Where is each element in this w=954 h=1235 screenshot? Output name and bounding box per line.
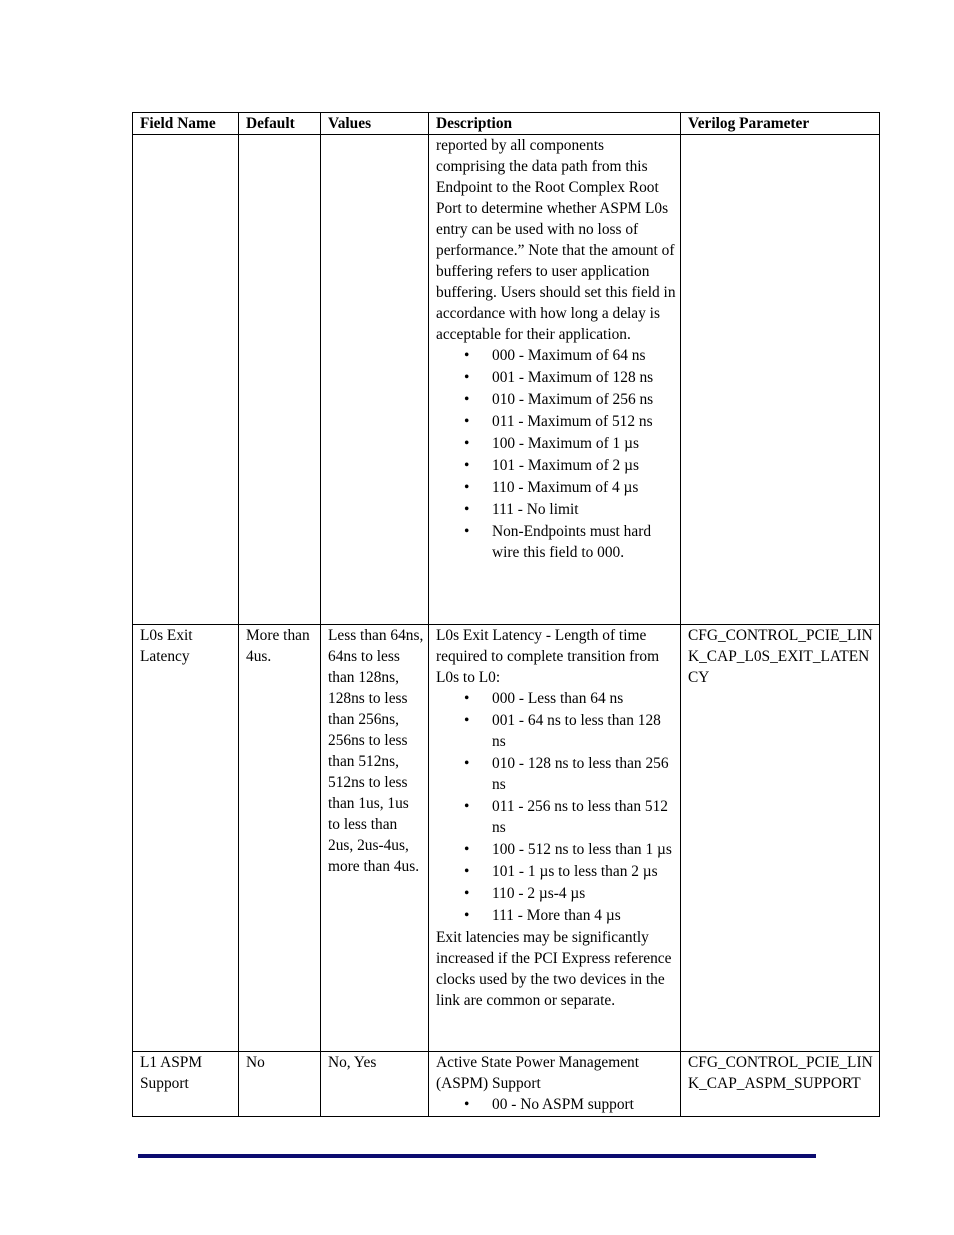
header-verilog-parameter: Verilog Parameter [681,113,880,135]
bullet-icon: • [464,523,470,540]
cell-verilog-parameter: CFG_CONTROL_PCIE_LINK_CAP_ASPM_SUPPORT [681,1052,880,1117]
list-item: • 110 - Maximum of 4 µs [464,479,639,496]
bullet-icon: • [464,907,470,924]
cell-default [239,135,321,625]
table-row [133,625,880,1052]
bullet-icon: • [464,712,470,729]
description-list [436,345,676,563]
bullet-icon: • [464,479,470,496]
cell-values: No, Yes [321,1052,429,1117]
list-item: • 00 - No ASPM support [464,1096,634,1113]
cell-field-name [133,135,239,625]
list-item: • 101 - Maximum of 2 µs [464,457,639,474]
cell-default: No [239,1052,321,1117]
parameter-table [132,112,880,1117]
bullet-icon: • [464,690,470,707]
bullet-icon: • [464,391,470,408]
list-item: • 001 - 64 ns to less than 128 ns [464,712,661,750]
list-item: • 010 - 128 ns to less than 256 ns [464,755,669,793]
cell-verilog-parameter: CFG_CONTROL_PCIE_LINK_CAP_L0S_EXIT_LATENCY [681,625,880,1052]
list-item: • 001 - Maximum of 128 ns [464,369,654,386]
cell-values [321,135,429,625]
footer-rule [138,1154,816,1158]
list-item: • 100 - Maximum of 1 µs [464,435,639,452]
list-item: • 000 - Less than 64 ns [464,690,624,707]
header-default: Default [239,113,321,135]
description-list [436,1094,676,1115]
list-item: • 101 - 1 µs to less than 2 µs [464,863,658,880]
cell-values: Less than 64ns, 64ns to less than 128ns, 128ns to less than 256ns, 256ns to less than 512ns, 512ns to less than 1us, 1us to less than 2us, 2us-4us, more than 4us. [321,625,429,1052]
bullet-icon: • [464,1096,470,1113]
list-item: • 111 - No limit [464,501,579,518]
list-item: • Non-Endpoints must hard wire this field to 000. [464,523,652,561]
list-item: • 011 - Maximum of 512 ns [464,413,653,430]
description-list [436,688,676,926]
bullet-icon: • [464,755,470,772]
bullet-icon: • [464,369,470,386]
cell-default: More than 4us. [239,625,321,1052]
bullet-icon: • [464,863,470,880]
header-values: Values [321,113,429,135]
table-header-row [133,113,880,135]
bullet-icon: • [464,501,470,518]
bullet-icon: • [464,885,470,902]
header-description: Description [429,113,681,135]
bullet-icon: • [464,457,470,474]
table-row [133,135,880,625]
list-item: • 111 - More than 4 µs [464,907,621,924]
bullet-icon: • [464,435,470,452]
bullet-icon: • [464,841,470,858]
list-item: • 000 - Maximum of 64 ns [464,347,646,364]
bullet-icon: • [464,347,470,364]
table-row [133,1052,880,1117]
bullet-icon: • [464,798,470,815]
bullet-icon: • [464,413,470,430]
description-intro: L0s Exit Latency - Length of time required to complete transition from L0s to L0: [436,627,660,686]
header-field-name: Field Name [133,113,239,135]
description-intro: Active State Power Management (ASPM) Support [436,1054,640,1092]
description-intro: reported by all components comprising the data path from this Endpoint to the Root Complex Root Port to determine whether ASPM L0s entry can be used with no loss of performance.” Note that the amount of buffering refers to user application buffering. Users should set this field in accordance with how long a delay is acceptable for their application. [436,137,676,343]
cell-field-name: L1 ASPM Support [133,1052,239,1117]
cell-description [429,625,681,1052]
list-item: • 100 - 512 ns to less than 1 µs [464,841,672,858]
cell-description [429,135,681,625]
list-item: • 011 - 256 ns to less than 512 ns [464,798,668,836]
description-note: Exit latencies may be significantly increased if the PCI Express reference clocks used by the two devices in the link are common or separate. [436,929,672,1009]
cell-description [429,1052,681,1117]
list-item: • 110 - 2 µs-4 µs [464,885,586,902]
cell-field-name: L0s Exit Latency [133,625,239,1052]
list-item: • 010 - Maximum of 256 ns [464,391,654,408]
cell-verilog-parameter [681,135,880,625]
